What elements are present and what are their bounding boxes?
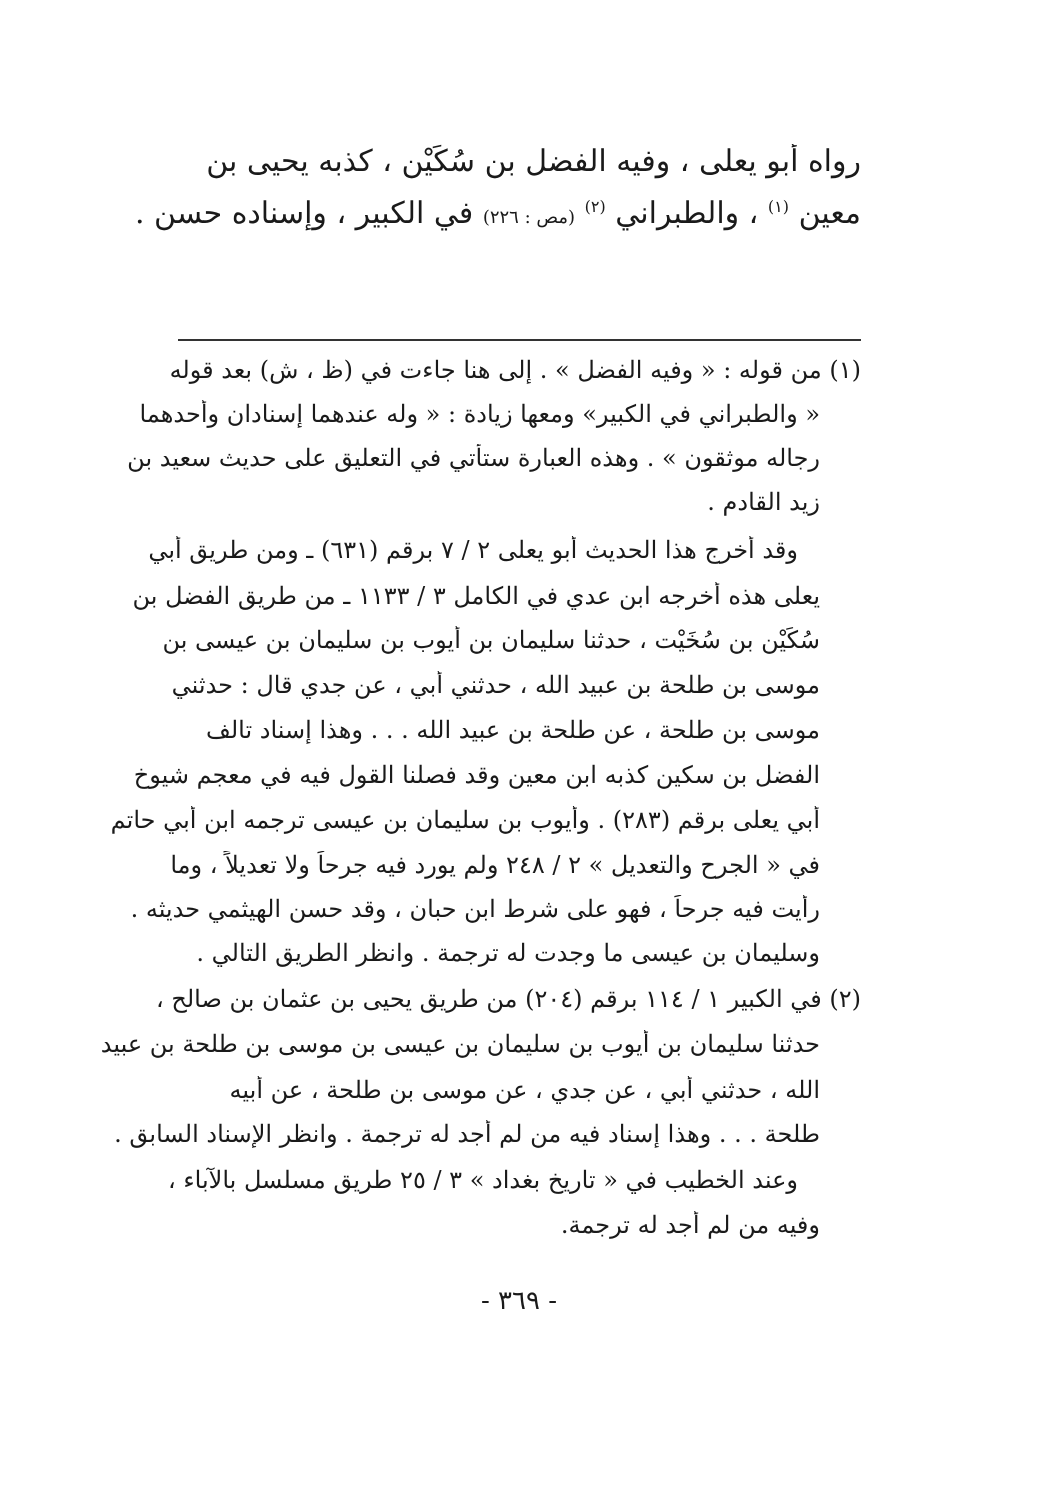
main-text-line-2 xyxy=(135,196,861,231)
footnote-line: الله ، حدثني أبي ، عن جدي ، عن موسى بن طلحة ، عن أبيه xyxy=(229,1076,820,1104)
footnote-marker-1: (١) xyxy=(767,197,790,216)
footnote-line: (٢) في الكبير ١ / ١١٤ برقم (٢٠٤) من طريق يحيى بن عثمان بن صالح ، xyxy=(155,985,861,1013)
footnote-line: وقد أخرج هذا الحديث أبو يعلى ٢ / ٧ برقم (٦٣١) ـ ومن طريق أبي xyxy=(148,536,798,564)
footnote-line: (١) من قوله : « وفيه الفضل » . إلى هنا جاءت في (ظ ، ش) بعد قوله xyxy=(169,356,861,384)
footnote-line: رأيت فيه جرحاً ، فهو على شرط ابن حبان ، وقد حسن الهيثمي حديثه . xyxy=(130,895,820,923)
footnote-line: سُكَيْن بن سُخَيْت ، حدثنا سليمان بن أيوب بن سليمان بن عيسى بن xyxy=(162,626,820,654)
main-text-segment: ، والطبراني xyxy=(615,196,759,231)
footnote-line: في « الجرح والتعديل » ٢ / ٢٤٨ ولم يورد فيه جرحاً ولا تعديلاً ، وما xyxy=(170,851,820,879)
footnote-line: وعند الخطيب في « تاريخ بغداد » ٣ / ٢٥ طريق مسلسل بالآباء ، xyxy=(167,1166,798,1194)
main-text-segment: معين xyxy=(798,196,861,231)
footnote-line: يعلى هذه أخرجه ابن عدي في الكامل ٣ / ١١٣٣ ـ من طريق الفضل بن xyxy=(132,582,820,610)
page-number: - ٣٦٩ - xyxy=(480,1286,558,1316)
footnote-line: حدثنا سليمان بن أيوب بن سليمان بن عيسى بن موسى بن طلحة بن عبيد xyxy=(100,1030,820,1058)
footnote-divider xyxy=(178,339,861,341)
footnote-line: أبي يعلى برقم (٢٨٣) . وأيوب بن سليمان بن عيسى ترجمه ابن أبي حاتم xyxy=(110,806,820,834)
footnote-line: « والطبراني في الكبير» ومعها زيادة : « وله عندهما إسنادان وأحدهما xyxy=(139,400,820,428)
footnote-line: موسى بن طلحة بن عبيد الله ، حدثني أبي ، عن جدي قال : حدثني xyxy=(171,671,820,699)
footnote-marker-2: (٢) xyxy=(584,197,606,216)
main-text-segment: في الكبير ، وإسناده حسن . xyxy=(134,196,474,231)
footnote-line: موسى بن طلحة ، عن طلحة بن عبيد الله . . . وهذا إسناد تالف xyxy=(206,716,820,744)
footnote-line: وسليمان بن عيسى ما وجدت له ترجمة . وانظر الطريق التالي . xyxy=(196,939,820,967)
footnote-line: طلحة . . . وهذا إسناد فيه من لم أجد له ترجمة . وانظر الإسناد السابق . xyxy=(114,1120,820,1148)
footnote-line: زيد القادم . xyxy=(707,488,820,516)
manuscript-reference: (مص : ٢٢٦) xyxy=(482,207,576,228)
footnote-line: رجاله موثقون » . وهذه العبارة ستأتي في التعليق على حديث سعيد بن xyxy=(127,444,820,472)
footnote-line: الفضل بن سكين كذبه ابن معين وقد فصلنا القول فيه في معجم شيوخ xyxy=(133,761,820,789)
footnote-line: وفيه من لم أجد له ترجمة. xyxy=(560,1211,820,1239)
main-text-line-1: رواه أبو يعلى ، وفيه الفضل بن سُكَيْن ، كذبه يحيى بن xyxy=(206,144,861,179)
